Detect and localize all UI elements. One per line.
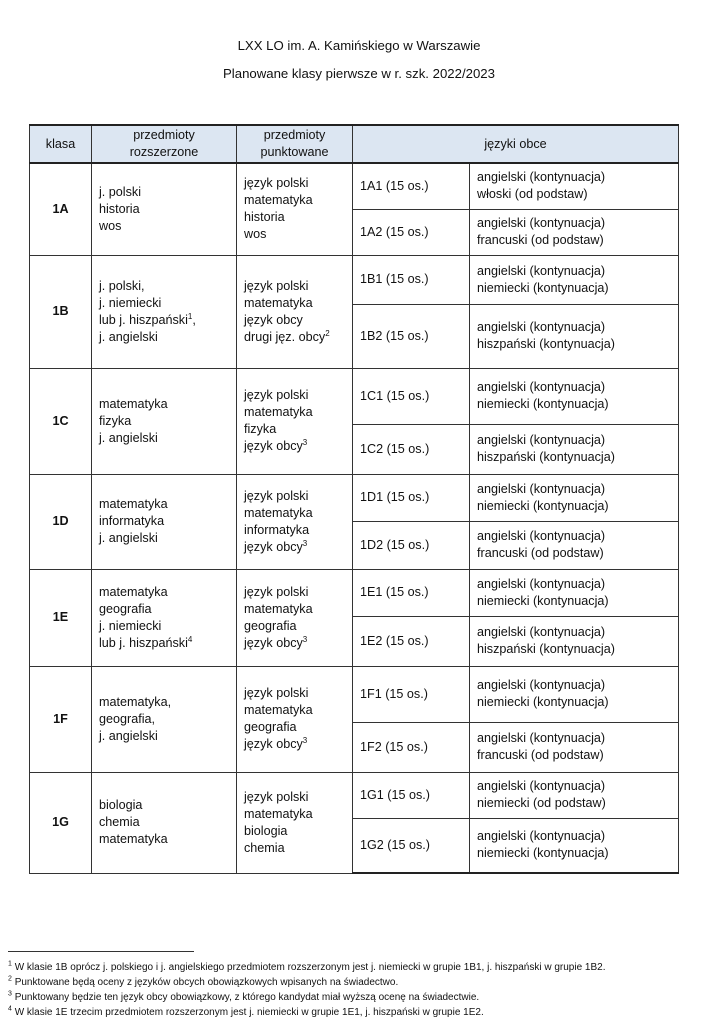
subject: fizyka [99,413,132,428]
group-label: 1F2 (15 os.) [353,722,470,772]
table-row [30,569,679,616]
group-languages [470,424,679,474]
language: angielski (kontynuacja) [477,731,606,745]
subject-text: język obcy [244,737,303,751]
class-name: 1E [30,569,92,666]
extended-subjects [92,255,237,368]
header-punktowane [237,125,353,163]
subject: język polski [244,584,309,599]
subject: matematyka [244,295,313,310]
group-label: 1B1 (15 os.) [353,255,470,304]
subject: matematyka [99,396,168,411]
header-rozszerzone [92,125,237,163]
subject: j. angielski [99,531,158,545]
language: angielski (kontynuacja) [477,529,606,543]
language: niemiecki (kontynuacja) [477,498,609,513]
extended-subjects [92,772,237,873]
group-label: 1D1 (15 os.) [353,474,470,521]
footnote-text: Punktowany będzie ten język obcy obowiązkowy, z którego kandydat miał wyższą ocenę na świadectwie. [14,992,480,1003]
language: angielski (kontynuacja) [477,481,606,496]
language: niemiecki (kontynuacja) [477,846,609,861]
table-row [30,666,679,722]
subject: geografia [244,618,297,633]
subject: język polski [244,686,309,700]
table-row [30,772,679,818]
subject: j. polski, [99,278,145,293]
class-name: 1C [30,368,92,474]
footnote-mark: 2 [8,975,12,983]
scored-subjects [237,666,353,772]
language: niemiecki (kontynuacja) [477,593,609,608]
group-languages [470,304,679,368]
footnote-ref: 4 [187,634,193,644]
footnote-mark: 1 [8,960,12,968]
subject: j. polski [99,184,141,199]
language: francuski (od podstaw) [477,233,604,247]
subject: matematyka [244,193,313,208]
language: niemiecki (kontynuacja) [477,280,609,295]
group-label: 1A2 (15 os.) [353,209,470,255]
language: niemiecki (kontynuacja) [477,695,609,709]
extended-subjects [92,569,237,666]
subject: matematyka [244,505,313,520]
header-klasa: klasa [30,125,92,163]
subject: j. angielski [99,329,158,344]
group-languages [470,569,679,616]
group-label: 1C2 (15 os.) [353,424,470,474]
group-label: 1B2 (15 os.) [353,304,470,368]
subject: informatyka [244,522,310,537]
group-languages [470,209,679,255]
footnote [8,992,718,1003]
footnote [8,977,718,988]
scored-subjects [237,163,353,255]
classes-table [29,124,679,874]
language: angielski (kontynuacja) [477,779,606,793]
subject-text: lub j. hiszpański [99,312,188,327]
group-languages [470,474,679,521]
group-languages [470,368,679,424]
language: angielski (kontynuacja) [477,625,606,639]
extended-subjects [92,163,237,255]
extended-subjects [92,474,237,569]
school-title: LXX LO im. A. Kamińskiego w Warszawie [237,38,481,53]
subject-text: drugi jęz. obcy [244,329,326,344]
language: angielski (kontynuacja) [477,829,606,844]
subject: chemia [99,815,140,829]
subject: język polski [244,176,309,191]
extended-subjects [92,368,237,474]
header-punktowane-line1: przedmioty [263,128,326,142]
subject: chemia [244,840,285,855]
language: francuski (od podstaw) [477,546,604,560]
language: angielski (kontynuacja) [477,433,606,447]
group-label: 1D2 (15 os.) [353,521,470,569]
group-label: 1E2 (15 os.) [353,616,470,666]
header-jezyki: języki obce [353,125,679,163]
subject [244,736,352,753]
subject [244,438,352,455]
language: hiszpański (kontynuacja) [477,337,615,351]
subject: biologia [99,798,143,812]
footnote-ref: 3 [302,538,308,548]
subject: matematyka [99,832,168,846]
footnote-separator [8,951,194,952]
footnote-ref: 2 [325,328,330,338]
subject: język polski [244,789,309,804]
subject [244,329,352,346]
group-label: 1G2 (15 os.) [353,818,470,873]
scored-subjects [237,772,353,873]
group-languages [470,722,679,772]
language: angielski (kontynuacja) [477,170,606,185]
language: hiszpański (kontynuacja) [477,642,615,656]
language: niemiecki (kontynuacja) [477,397,609,411]
group-label: 1G1 (15 os.) [353,772,470,818]
header-rozszerzone-line1: przedmioty [133,128,195,142]
subject: geografia, [99,711,156,726]
subject: j. niemiecki [99,618,162,633]
subject: język polski [244,388,309,402]
subject-text: język obcy [244,539,303,554]
subject: język obcy [244,312,303,327]
footnote-ref: 3 [302,634,308,644]
footnote-text: W klasie 1E trzecim przedmiotem rozszerzonym jest j. niemiecki w grupie 1E1, j. hiszpański w grupie 1E2. [14,1007,484,1018]
group-languages [470,666,679,722]
scored-subjects [237,474,353,569]
header-rozszerzone-line2: rozszerzone [129,145,199,159]
subject [244,635,352,652]
language: angielski (kontynuacja) [477,678,606,692]
subject-text: język obcy [244,635,303,650]
subject: j. niemiecki [99,295,162,310]
subject: język polski [244,488,309,503]
subject: historia [244,210,285,225]
language: angielski (kontynuacja) [477,216,606,230]
subject: matematyka [244,601,313,616]
subject: matematyka, [99,694,172,709]
footnote-mark: 3 [8,990,12,998]
footnote [8,1007,718,1018]
class-name: 1D [30,474,92,569]
group-languages [470,818,679,873]
class-name: 1G [30,772,92,873]
subject: biologia [244,823,288,838]
table-row [30,163,679,209]
subject: matematyka [244,405,313,419]
document-subtitle: Planowane klasy pierwsze w r. szk. 2022/2023 [223,66,495,81]
subject: j. angielski [99,728,158,743]
footnote [8,962,718,973]
subject: j. angielski [99,430,158,445]
subject [99,635,236,652]
scored-subjects [237,569,353,666]
group-label: 1C1 (15 os.) [353,368,470,424]
group-label: 1F1 (15 os.) [353,666,470,722]
language: angielski (kontynuacja) [477,576,606,591]
subject: język polski [244,278,309,293]
footnote-ref: 3 [302,437,308,447]
subject-text: lub j. hiszpański [99,635,188,650]
table-header-row [30,125,679,163]
table-row [30,255,679,304]
table-row [30,474,679,521]
subject: matematyka [99,497,168,511]
subject: matematyka [244,703,313,717]
header-punktowane-line2: punktowane [260,145,329,159]
scored-subjects [237,255,353,368]
footnote-text: Punktowane będą oceny z języków obcych obowiązkowych wpisanych na świadectwo. [14,977,399,988]
subject: geografia [244,720,297,734]
language: włoski (od podstaw) [477,187,588,202]
group-languages [470,255,679,304]
footnote-mark: 4 [8,1005,12,1013]
language: angielski (kontynuacja) [477,380,606,394]
subject: geografia [99,601,152,616]
footnote-text: W klasie 1B oprócz j. polskiego i j. angielskiego przedmiotem rozszerzonym jest j. niemiecki w grupie 1B1, j. hiszpański w grupie 1B2. [14,962,606,973]
subject: wos [244,227,267,242]
language: francuski (od podstaw) [477,748,604,762]
subject: informatyka [99,514,165,528]
subject: historia [99,201,140,216]
scored-subjects [237,368,353,474]
subject: matematyka [244,806,313,821]
extended-subjects [92,666,237,772]
class-name: 1A [30,163,92,255]
subject: fizyka [244,422,277,436]
footnote-ref: 3 [302,735,308,745]
language: angielski (kontynuacja) [477,320,606,334]
group-languages [470,521,679,569]
subject [244,539,352,556]
subject-text: język obcy [244,439,303,453]
footnote-ref: 1 [187,311,193,321]
class-name: 1B [30,255,92,368]
group-label: 1E1 (15 os.) [353,569,470,616]
subject: lub j. hiszpański$^1$, [99,311,196,327]
group-languages [470,616,679,666]
group-languages [470,772,679,818]
subject: matematyka [99,584,168,599]
language: niemiecki (od podstaw) [477,796,606,810]
language: hiszpański (kontynuacja) [477,450,615,464]
language: angielski (kontynuacja) [477,263,606,278]
table-row [30,368,679,424]
group-languages [470,163,679,209]
class-name: 1F [30,666,92,772]
group-label: 1A1 (15 os.) [353,163,470,209]
subject: wos [99,218,122,233]
